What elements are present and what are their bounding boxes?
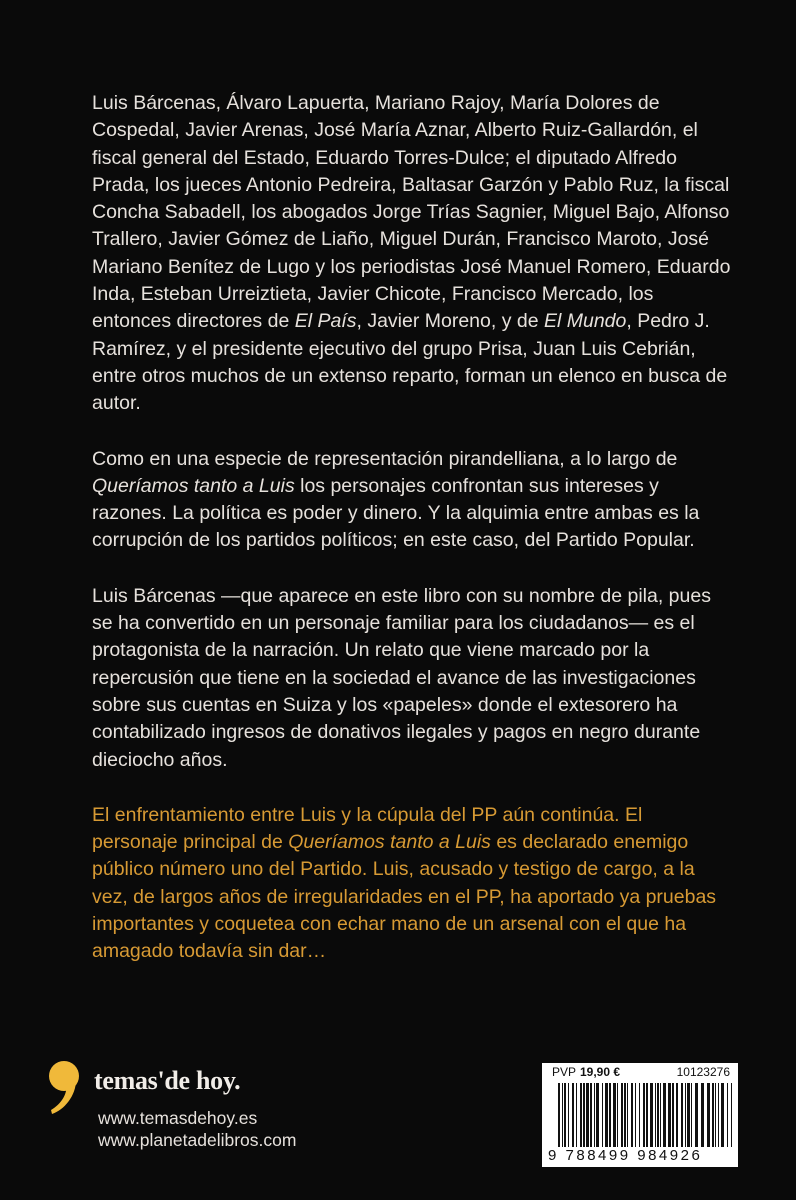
barcode-bar — [562, 1083, 563, 1147]
italic-title: El Mundo — [543, 310, 627, 333]
italic-title: El País — [294, 310, 357, 333]
barcode-bar — [727, 1083, 728, 1147]
product-code: 10123276 — [676, 1065, 730, 1079]
barcode-header — [552, 1065, 730, 1081]
barcode-bar — [635, 1083, 636, 1147]
publisher-block — [46, 1052, 346, 1182]
barcode-bar — [558, 1083, 560, 1147]
barcode-bar — [627, 1083, 628, 1147]
barcode-bar — [576, 1083, 577, 1147]
barcode-bar — [672, 1083, 674, 1147]
italic-title: Queríamos tanto a Luis — [288, 831, 491, 854]
barcode-bar — [707, 1083, 710, 1147]
comma-logo-icon — [46, 1060, 82, 1116]
website-planetadelibros-link[interactable]: www.planetadelibros.com — [98, 1130, 297, 1150]
price-value: 19,90 € — [580, 1065, 621, 1079]
barcode-bar — [731, 1083, 732, 1147]
barcode-bar — [621, 1083, 623, 1147]
barcode-bar — [663, 1083, 666, 1147]
barcode-bar — [657, 1083, 659, 1147]
barcode-bar — [596, 1083, 599, 1147]
barcode-bar — [568, 1083, 569, 1147]
isbn-barcode — [558, 1083, 734, 1147]
price-label: PVP — [552, 1065, 577, 1079]
publisher-brand: temas'de hoy. — [94, 1066, 241, 1095]
barcode-bar — [580, 1083, 582, 1147]
text-run: Luis Bárcenas, Álvaro Lapuerta, Mariano Rajoy, María Dolores de Cospedal, Javier Arenas, José María Aznar, Alberto Ruiz-Gallardón, el fiscal general del Estado, Eduardo Torres-Dulce; el diputado Alfredo Prada, los jueces Antonio Pedreira, Baltasar Garzón y Pablo Ruz, la fiscal Concha Sabadell, los abogados Jorge Trías Sagnier, Miguel Bajo, Alfonso Trallero, Javier Gómez de Liaño, Miguel Durán, Francisco Maroto, José Mariano Benítez de Lugo y los periodistas José Manuel Romero, Eduardo Inda, Esteban Urreiztieta, Javier Chicote, Francisco Mercado, los entonces directores de — [92, 92, 731, 333]
barcode-bar — [660, 1083, 661, 1147]
barcode-bar — [676, 1083, 678, 1147]
body-paragraph — [92, 90, 732, 418]
barcode-bar — [701, 1083, 704, 1147]
body-paragraph — [92, 802, 732, 966]
body-paragraph — [92, 583, 732, 774]
barcode-panel — [542, 1063, 738, 1167]
barcode-bar — [583, 1083, 585, 1147]
barcode-bar — [564, 1083, 566, 1147]
barcode-bar — [721, 1083, 724, 1147]
barcode-bar — [695, 1083, 698, 1147]
barcode-bar — [631, 1083, 633, 1147]
text-run: es declarado enemigo público número uno del Partido. Luis, acusado y testigo de cargo, a la vez, de largos años de irregularidades en el PP, ha aportado ya pruebas importantes y coquetea con echar mano de un arsenal con el que ha amagado todavía sin dar… — [92, 831, 717, 963]
barcode-bar — [613, 1083, 616, 1147]
barcode-bar — [594, 1083, 595, 1147]
barcode-bar — [687, 1083, 690, 1147]
barcode-bar — [586, 1083, 589, 1147]
text-run: , Pedro J. Ramírez, y el presidente ejecutivo del grupo Prisa, Juan Luis Cebrián, entre otros muchos de un extenso reparto, forman un elenco en busca de autor. — [92, 310, 728, 415]
barcode-bar — [639, 1083, 640, 1147]
barcode-bar — [643, 1083, 645, 1147]
barcode-bar — [685, 1083, 686, 1147]
barcode-bar — [617, 1083, 618, 1147]
barcode-bar — [712, 1083, 714, 1147]
text-run: , Javier Moreno, y de — [356, 310, 544, 333]
text-run: Como en una especie de representación pirandelliana, a lo largo de — [92, 447, 678, 470]
barcode-bar — [609, 1083, 611, 1147]
barcode-bar — [590, 1083, 592, 1147]
text-run: Luis Bárcenas —que aparece en este libro con su nombre de pila, pues se ha convertido en un personaje familiar para los ciudadanos— es el protagonista de la narración. Un relato que viene marcado por la repercusión que tiene en la sociedad el avance de las investigaciones sobre sus cuentas en Suiza y los «papeles» donde el extesorero ha contabilizado ingresos de donativos ilegales y pagos en negro durante dieciocho años. — [92, 584, 711, 771]
barcode-bar — [650, 1083, 653, 1147]
italic-title: Queríamos tanto a Luis — [92, 474, 295, 497]
barcode-bar — [605, 1083, 608, 1147]
website-temasdehoy-link[interactable]: www.temasdehoy.es — [98, 1108, 258, 1128]
barcode-bar — [602, 1083, 603, 1147]
barcode-bar — [572, 1083, 574, 1147]
isbn-digits: 9 788499 984926 — [548, 1147, 703, 1164]
body-paragraph — [92, 446, 732, 555]
barcode-bar — [681, 1083, 683, 1147]
barcode-bar — [718, 1083, 719, 1147]
barcode-bar — [655, 1083, 656, 1147]
barcode-bar — [624, 1083, 626, 1147]
text-run: los personajes confrontan sus intereses y razones. La política es poder y dinero. Y la alquimia entre ambas es la corrupción de los partidos políticos; en este caso, del Partido Popular. — [92, 474, 700, 552]
barcode-bar — [668, 1083, 671, 1147]
text-run: El enfrentamiento entre Luis y la cúpula del PP aún continúa. El personaje principal de — [92, 803, 643, 854]
barcode-bar — [715, 1083, 716, 1147]
barcode-bar — [691, 1083, 692, 1147]
back-cover-text — [92, 90, 732, 994]
barcode-bar — [646, 1083, 648, 1147]
